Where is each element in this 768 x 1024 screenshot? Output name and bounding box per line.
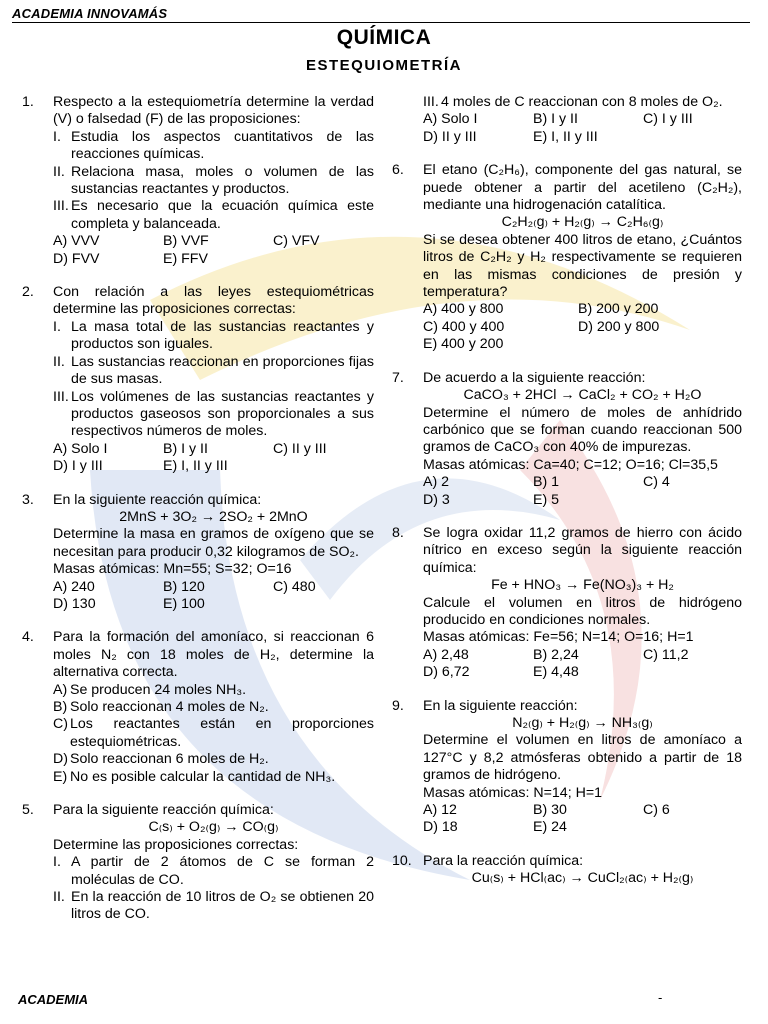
- question-text: Determine el número de moles de anhídrido carbónico que se forman cuando reaccionan 500 gramos de CaCO₃ con 40% de impurezas.: [423, 404, 742, 456]
- question-4: [22, 629, 374, 786]
- question-5-continued: [392, 94, 742, 146]
- answer-options: [423, 301, 742, 353]
- option-a: A) Solo I: [53, 440, 108, 457]
- option-c: C) 400 y 400: [423, 318, 505, 335]
- option-e: E) I, II y III: [163, 458, 228, 475]
- left-column: [22, 94, 374, 940]
- option-a: A) Solo I: [423, 111, 478, 128]
- chemical-equation: 2MnS + 3O₂ → 2SO₂ + 2MnO: [119, 508, 308, 525]
- option-e: E) 100: [163, 595, 205, 612]
- answer-options: [423, 802, 742, 837]
- question-text: Calcule el volumen en litros de hidrógeno producido en condiciones normales.: [423, 594, 742, 628]
- proposition-item: I. La masa total de las sustancias reactantes y productos son iguales.: [53, 318, 374, 353]
- option-d: D) Solo reaccionan 6 moles de H₂.: [53, 751, 269, 768]
- option-b: B) 2,24: [533, 646, 579, 663]
- footer-page-mark: -: [658, 990, 663, 1005]
- question-1: [22, 94, 374, 268]
- page-title: QUÍMICA: [336, 26, 432, 49]
- question-text: Si se desea obtener 400 litros de etano, ¿Cuántos litros de C₂H₂ y H₂ respectivamente se requieren en las mismas condiciones de presión y temperatura?: [423, 231, 742, 301]
- answer-options: [423, 111, 742, 146]
- atomic-masses: Masas atómicas: N=14; H=1: [423, 784, 602, 801]
- option-d: D) II y III: [423, 128, 477, 145]
- question-stem: En la siguiente reacción química:: [53, 491, 262, 508]
- option-a: A) 12: [423, 802, 457, 819]
- chemical-equation: CaCO₃ + 2HCl → CaCl₂ + CO₂ + H₂O: [463, 387, 702, 404]
- option-b: B) I y II: [533, 111, 578, 128]
- proposition-item: I. Estudia los aspectos cuantitativos de las reacciones químicas.: [53, 128, 374, 163]
- question-number: 6.: [392, 162, 404, 179]
- page-subtitle: ESTEQUIOMETRÍA: [305, 57, 462, 74]
- option-a: A) Se producen 24 moles NH₃.: [53, 681, 247, 698]
- option-e: E) 5: [533, 491, 560, 508]
- answer-options: [53, 579, 374, 614]
- option-d: D) 6,72: [423, 664, 470, 681]
- question-text: Determine las proposiciones correctas:: [53, 836, 299, 853]
- option-b: B) 120: [163, 578, 205, 595]
- footer-brand: ACADEMIA: [18, 992, 89, 1007]
- option-e: E) FFV: [163, 250, 208, 267]
- header-brand: ACADEMIA INNOVAMÁS: [12, 6, 168, 21]
- question-10: [392, 853, 742, 888]
- question-text: Determine el volumen en litros de amoníaco a 127°C y 8,2 atmósferas obtenido a partir de 18 gramos de hidrógeno.: [423, 732, 742, 784]
- proposition-item: III. Es necesario que la ecuación química este completa y balanceada.: [53, 198, 374, 232]
- option-c: C) 6: [643, 802, 670, 819]
- option-c: C) VFV: [273, 233, 320, 250]
- option-b: B) 30: [533, 802, 567, 819]
- chemical-equation: C₂H₂₍g₎ + H₂₍g₎ → C₂H₆₍g₎: [501, 214, 664, 231]
- option-c: C) 4: [643, 474, 670, 491]
- question-number: 4.: [22, 629, 34, 646]
- proposition-item: II. Las sustancias reaccionan en proporciones fijas de sus masas.: [53, 353, 374, 388]
- proposition-item: III. Los volúmenes de las sustancias reactantes y productos gaseosos son proporcionales a sus respectivos números de moles.: [53, 388, 374, 440]
- option-b: B) 200 y 200: [578, 301, 659, 318]
- right-column: [392, 94, 742, 904]
- option-c: C) II y III: [273, 440, 327, 457]
- option-a: A) 240: [53, 578, 95, 595]
- option-c: C) 480: [273, 578, 316, 595]
- question-stem: Se logra oxidar 11,2 gramos de hierro con ácido nítrico en exceso según la siguiente reacción química:: [423, 524, 742, 576]
- question-9: [392, 698, 742, 837]
- option-e: E) 24: [533, 819, 567, 836]
- proposition-item: II. Relaciona masa, moles o volumen de las sustancias reactantes y productos.: [53, 163, 374, 198]
- answer-options: [423, 474, 742, 509]
- answer-options: [423, 647, 742, 682]
- option-a: A) 2,48: [423, 646, 469, 663]
- option-b: B) VVF: [163, 233, 209, 250]
- option-a: A) VVV: [53, 233, 100, 250]
- question-text: Determine la masa en gramos de oxígeno que se necesitan para producir 0,32 kilogramos de SO₂.: [53, 526, 374, 560]
- atomic-masses: Masas atómicas: Ca=40; C=12; O=16; Cl=35,5: [423, 456, 718, 473]
- proposition-item: I. A partir de 2 átomos de C se forman 2 moléculas de CO.: [53, 854, 374, 888]
- question-number: 3.: [22, 491, 34, 508]
- atomic-masses: Masas atómicas: Fe=56; N=14; O=16; H=1: [423, 629, 694, 646]
- header-rule: [12, 22, 750, 23]
- question-stem: En la siguiente reacción:: [423, 697, 578, 714]
- option-e: E) No es posible calcular la cantidad de NH₃.: [53, 768, 336, 785]
- question-6: [392, 162, 742, 353]
- option-a: A) 400 y 800: [423, 301, 504, 318]
- option-d: D) 3: [423, 491, 450, 508]
- option-b: B) Solo reaccionan 4 moles de N₂.: [53, 699, 269, 715]
- question-number: 5.: [22, 802, 34, 819]
- question-2: [22, 284, 374, 475]
- option-d: D) 200 y 800: [578, 318, 660, 335]
- option-d: D) 130: [53, 595, 96, 612]
- question-stem: Respecto a la estequiometría determine la verdad (V) o falsedad (F) de las proposiciones:: [53, 94, 374, 128]
- question-3: [22, 492, 374, 614]
- question-stem: Con relación a las leyes estequiométricas determine las proposiciones correctas:: [53, 284, 374, 318]
- proposition-item: III. 4 moles de C reaccionan con 8 moles de O₂.: [423, 94, 723, 110]
- option-e: E) I, II y III: [533, 128, 598, 145]
- option-d: D) 18: [423, 819, 458, 836]
- atomic-masses: Masas atómicas: Mn=55; S=32; O=16: [53, 561, 292, 578]
- question-5: [22, 802, 374, 924]
- option-d: D) I y III: [53, 458, 103, 475]
- chemical-equation: Fe + HNO₃ → Fe(NO₃)₃ + H₂: [491, 577, 674, 594]
- option-c: C) I y III: [643, 111, 693, 128]
- option-c: C) 11,2: [643, 646, 689, 663]
- question-7: [392, 370, 742, 509]
- option-b: B) 1: [533, 474, 560, 491]
- question-number: 2.: [22, 284, 34, 301]
- question-stem: Para la formación del amoníaco, si reaccionan 6 moles N₂ con 18 moles de H₂, determine la alternativa correcta.: [53, 629, 374, 681]
- proposition-item: II. En la reacción de 10 litros de O₂ se obtienen 20 litros de CO.: [53, 889, 374, 923]
- option-b: B) I y II: [163, 440, 208, 457]
- question-stem: Para la reacción química:: [423, 852, 584, 869]
- question-number: 7.: [392, 369, 404, 386]
- question-stem: El etano (C₂H₆), componente del gas natural, se puede obtener a partir del acetileno (C₂H₂), mediante una hidrogenación catalítica.: [423, 162, 742, 214]
- question-number: 1.: [22, 94, 34, 110]
- chemical-equation: Cu₍s₎ + HCl₍ac₎ → CuCl₂₍ac₎ + H₂₍g₎: [471, 870, 694, 887]
- answer-options: [53, 233, 374, 268]
- answer-options: [53, 441, 374, 476]
- question-8: [392, 525, 742, 682]
- question-stem: De acuerdo a la siguiente reacción:: [423, 369, 646, 386]
- option-e: E) 4,48: [533, 664, 579, 681]
- question-number: 9.: [392, 697, 404, 714]
- option-a: A) 2: [423, 474, 450, 491]
- question-stem: Para la siguiente reacción química:: [53, 802, 274, 819]
- option-d: D) FVV: [53, 250, 100, 267]
- chemical-equation: N₂₍g₎ + H₂₍g₎ → NH₃₍g₎: [512, 715, 653, 731]
- question-number: 8.: [392, 524, 404, 541]
- chemical-equation: C₍s₎ + O₂₍g₎ → CO₍g₎: [148, 819, 279, 836]
- question-number: 10.: [392, 852, 412, 869]
- option-c: C) Los reactantes están en proporciones estequiométricas.: [53, 716, 374, 750]
- option-e: E) 400 y 200: [423, 336, 504, 353]
